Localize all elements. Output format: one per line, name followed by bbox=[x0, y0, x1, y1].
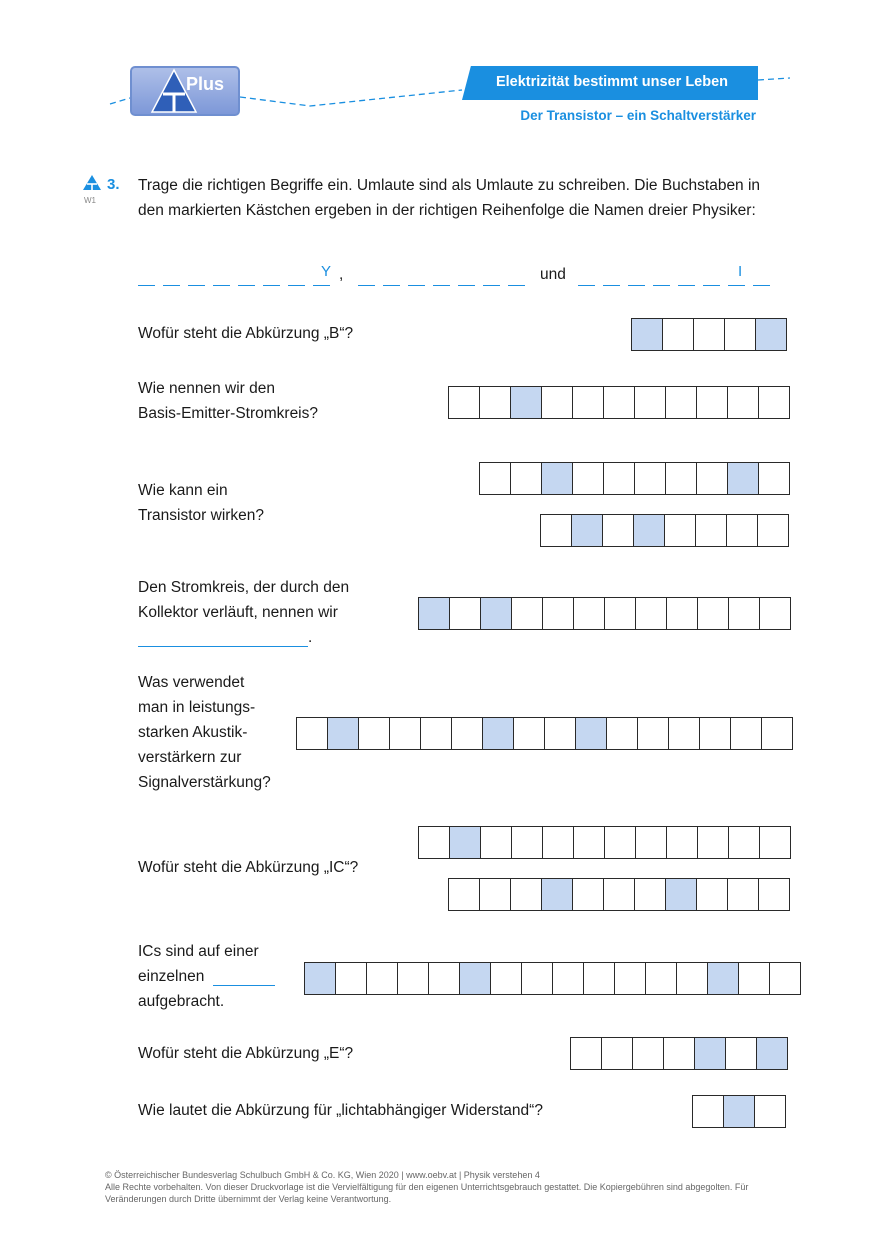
highlighted-letter-cell[interactable] bbox=[727, 462, 759, 495]
letter-cell[interactable] bbox=[540, 514, 572, 547]
letter-cell[interactable] bbox=[635, 826, 667, 859]
letter-cell[interactable] bbox=[479, 462, 511, 495]
copyright-footer bbox=[105, 1169, 785, 1205]
letter-cell[interactable] bbox=[366, 962, 398, 995]
highlighted-letter-cell[interactable] bbox=[480, 597, 512, 630]
letter-cell[interactable] bbox=[634, 462, 666, 495]
highlighted-letter-cell[interactable] bbox=[723, 1095, 755, 1128]
highlighted-letter-cell[interactable] bbox=[459, 962, 491, 995]
letter-dash bbox=[483, 285, 500, 286]
letter-cell[interactable] bbox=[665, 462, 697, 495]
letter-cell[interactable] bbox=[521, 962, 553, 995]
letter-cell[interactable] bbox=[418, 826, 450, 859]
letter-dash bbox=[238, 285, 255, 286]
hint-letter-i: I bbox=[738, 263, 743, 280]
fill-in-blank-4[interactable] bbox=[138, 646, 308, 647]
footer-line-1: © Österreichischer Bundesverlag Schulbuch GmbH & Co. KG, Wien 2020 | www.oebv.at | Physik verstehen 4 bbox=[105, 1170, 540, 1180]
letter-cell[interactable] bbox=[754, 1095, 786, 1128]
letter-cell[interactable] bbox=[676, 962, 708, 995]
letter-cell[interactable] bbox=[697, 826, 729, 859]
highlighted-letter-cell[interactable] bbox=[510, 386, 542, 419]
letter-dash bbox=[728, 285, 745, 286]
letter-cell[interactable] bbox=[510, 878, 542, 911]
task-instructions: Trage die richtigen Begriffe ein. Umlaute sind als Umlaute zu schreiben. Die Buchstaben in den markierten Kästchen ergeben in der richtigen Reihenfolge die Namen dreier Physiker: bbox=[138, 177, 761, 219]
letter-dash bbox=[753, 285, 770, 286]
letter-cell[interactable] bbox=[666, 826, 698, 859]
answer-grid-2[interactable] bbox=[449, 386, 790, 419]
hint-letter-y: Y bbox=[321, 263, 332, 280]
question-5-text: Was verwendet man in leistungs- starken Akustik- verstärkern zur Signalverstärkung? bbox=[138, 674, 271, 791]
answer-grid-4[interactable] bbox=[419, 597, 791, 630]
highlighted-letter-cell[interactable] bbox=[665, 878, 697, 911]
letter-cell[interactable] bbox=[728, 597, 760, 630]
letter-cell[interactable] bbox=[634, 386, 666, 419]
highlighted-letter-cell[interactable] bbox=[541, 462, 573, 495]
letter-cell[interactable] bbox=[603, 878, 635, 911]
highlighted-letter-cell[interactable] bbox=[707, 962, 739, 995]
letter-cell[interactable] bbox=[513, 717, 545, 750]
letter-cell[interactable] bbox=[759, 826, 791, 859]
letter-cell[interactable] bbox=[449, 597, 481, 630]
letter-cell[interactable] bbox=[358, 717, 390, 750]
letter-dash bbox=[458, 285, 475, 286]
letter-cell[interactable] bbox=[726, 514, 758, 547]
letter-cell[interactable] bbox=[389, 717, 421, 750]
letter-cell[interactable] bbox=[665, 386, 697, 419]
highlighted-letter-cell[interactable] bbox=[571, 514, 603, 547]
letter-cell[interactable] bbox=[480, 826, 512, 859]
letter-dash bbox=[163, 285, 180, 286]
question-7-text: ICs sind auf einer einzelnen aufgebracht. bbox=[138, 943, 259, 1010]
letter-cell[interactable] bbox=[296, 717, 328, 750]
letter-cell[interactable] bbox=[637, 717, 669, 750]
letter-cell[interactable] bbox=[699, 717, 731, 750]
letter-dash bbox=[188, 285, 205, 286]
letter-cell[interactable] bbox=[725, 1037, 757, 1070]
letter-cell[interactable] bbox=[693, 318, 725, 351]
letter-cell[interactable] bbox=[541, 386, 573, 419]
question-8-text: Wofür steht die Abkürzung „E“? bbox=[138, 1045, 354, 1062]
letter-cell[interactable] bbox=[632, 1037, 664, 1070]
letter-cell[interactable] bbox=[603, 386, 635, 419]
letter-cell[interactable] bbox=[724, 318, 756, 351]
letter-cell[interactable] bbox=[695, 514, 727, 547]
task-number: 3. bbox=[107, 176, 120, 193]
letter-dash bbox=[678, 285, 695, 286]
answer-grid-3a[interactable] bbox=[480, 462, 790, 495]
letter-dash bbox=[213, 285, 230, 286]
highlighted-letter-cell[interactable] bbox=[482, 717, 514, 750]
letter-cell[interactable] bbox=[572, 386, 604, 419]
question-1-text: Wofür steht die Abkürzung „B“? bbox=[138, 325, 354, 342]
letter-cell[interactable] bbox=[697, 597, 729, 630]
highlighted-letter-cell[interactable] bbox=[631, 318, 663, 351]
footer-line-2: Alle Rechte vorbehalten. Von dieser Druckvorlage ist die Vervielfältigung für den eigenen Unterrichtsgebrauch gestattet. Die Kopiergebühren sind abgegolten. Für bbox=[105, 1182, 749, 1192]
letter-cell[interactable] bbox=[645, 962, 677, 995]
letter-cell[interactable] bbox=[668, 717, 700, 750]
answer-grid-6b[interactable] bbox=[449, 878, 790, 911]
footer-line-3: Veränderungen durch Dritte übernimmt der Verlag keine Verantwortung. bbox=[105, 1194, 392, 1204]
letter-cell[interactable] bbox=[757, 514, 789, 547]
letter-cell[interactable] bbox=[479, 878, 511, 911]
letter-cell[interactable] bbox=[448, 878, 480, 911]
letter-cell[interactable] bbox=[601, 1037, 633, 1070]
level-triangle-icon bbox=[82, 174, 102, 191]
answer-grid-3b[interactable] bbox=[541, 514, 789, 547]
highlighted-letter-cell[interactable] bbox=[694, 1037, 726, 1070]
answer-grid-9[interactable] bbox=[693, 1095, 786, 1128]
answer-separator: , bbox=[339, 266, 344, 283]
letter-dash bbox=[288, 285, 305, 286]
logo-text: Plus bbox=[186, 74, 225, 94]
letter-cell[interactable] bbox=[479, 386, 511, 419]
highlighted-letter-cell[interactable] bbox=[304, 962, 336, 995]
level-tag: W1 bbox=[84, 196, 96, 205]
letter-cell[interactable] bbox=[448, 386, 480, 419]
letter-cell[interactable] bbox=[603, 462, 635, 495]
letter-cell[interactable] bbox=[510, 462, 542, 495]
letter-dash bbox=[383, 285, 400, 286]
highlighted-letter-cell[interactable] bbox=[755, 318, 787, 351]
letter-cell[interactable] bbox=[663, 1037, 695, 1070]
question-6-text: Wofür steht die Abkürzung „IC“? bbox=[138, 859, 359, 876]
letter-cell[interactable] bbox=[604, 826, 636, 859]
letter-cell[interactable] bbox=[335, 962, 367, 995]
letter-dash bbox=[703, 285, 720, 286]
letter-cell[interactable] bbox=[490, 962, 522, 995]
letter-cell[interactable] bbox=[420, 717, 452, 750]
answer-conjunction: und bbox=[540, 266, 566, 283]
letter-cell[interactable] bbox=[511, 826, 543, 859]
letter-cell[interactable] bbox=[583, 962, 615, 995]
letter-cell[interactable] bbox=[761, 717, 793, 750]
question-3-text: Wie kann ein Transistor wirken? bbox=[138, 482, 265, 524]
answer-grid-8[interactable] bbox=[571, 1037, 788, 1070]
question-9-text: Wie lautet die Abkürzung für „lichtabhängiger Widerstand“? bbox=[138, 1102, 543, 1119]
letter-dash bbox=[653, 285, 670, 286]
letter-dash bbox=[628, 285, 645, 286]
letter-cell[interactable] bbox=[758, 462, 790, 495]
letter-cell[interactable] bbox=[614, 962, 646, 995]
letter-cell[interactable] bbox=[544, 717, 576, 750]
letter-cell[interactable] bbox=[635, 597, 667, 630]
highlighted-letter-cell[interactable] bbox=[575, 717, 607, 750]
letter-cell[interactable] bbox=[727, 386, 759, 419]
letter-cell[interactable] bbox=[573, 597, 605, 630]
letter-cell[interactable] bbox=[728, 826, 760, 859]
letter-dash bbox=[408, 285, 425, 286]
letter-cell[interactable] bbox=[759, 597, 791, 630]
letter-cell[interactable] bbox=[696, 386, 728, 419]
letter-cell[interactable] bbox=[428, 962, 460, 995]
highlighted-letter-cell[interactable] bbox=[449, 826, 481, 859]
letter-cell[interactable] bbox=[542, 597, 574, 630]
letter-cell[interactable] bbox=[696, 878, 728, 911]
question-4-text: Den Stromkreis, der durch den Kollektor verläuft, nennen wir . bbox=[138, 579, 350, 646]
highlighted-letter-cell[interactable] bbox=[541, 878, 573, 911]
highlighted-letter-cell[interactable] bbox=[418, 597, 450, 630]
letter-cell[interactable] bbox=[666, 597, 698, 630]
letter-cell[interactable] bbox=[602, 514, 634, 547]
letter-cell[interactable] bbox=[511, 597, 543, 630]
letter-cell[interactable] bbox=[769, 962, 801, 995]
letter-cell[interactable] bbox=[738, 962, 770, 995]
letter-cell[interactable] bbox=[634, 878, 666, 911]
letter-cell[interactable] bbox=[664, 514, 696, 547]
letter-cell[interactable] bbox=[662, 318, 694, 351]
letter-dash bbox=[263, 285, 280, 286]
letter-cell[interactable] bbox=[572, 462, 604, 495]
letter-dash bbox=[578, 285, 595, 286]
letter-dash bbox=[433, 285, 450, 286]
subchapter-title: Der Transistor – ein Schaltverstärker bbox=[520, 108, 756, 123]
letter-dash bbox=[138, 285, 155, 286]
letter-cell[interactable] bbox=[572, 878, 604, 911]
letter-cell[interactable] bbox=[696, 462, 728, 495]
letter-cell[interactable] bbox=[758, 386, 790, 419]
answer-grid-5[interactable] bbox=[297, 717, 793, 750]
letter-cell[interactable] bbox=[758, 878, 790, 911]
letter-cell[interactable] bbox=[730, 717, 762, 750]
highlighted-letter-cell[interactable] bbox=[327, 717, 359, 750]
letter-cell[interactable] bbox=[451, 717, 483, 750]
letter-dash bbox=[508, 285, 525, 286]
letter-cell[interactable] bbox=[397, 962, 429, 995]
letter-cell[interactable] bbox=[692, 1095, 724, 1128]
highlighted-letter-cell[interactable] bbox=[756, 1037, 788, 1070]
question-2-text: Wie nennen wir den Basis-Emitter-Stromkreis? bbox=[138, 380, 318, 422]
answer-grid-7[interactable] bbox=[305, 962, 801, 995]
chapter-title: Elektrizität bestimmt unser Leben bbox=[495, 74, 729, 90]
letter-cell[interactable] bbox=[606, 717, 638, 750]
letter-dash bbox=[603, 285, 620, 286]
letter-cell[interactable] bbox=[542, 826, 574, 859]
answer-grid-1[interactable] bbox=[632, 318, 787, 351]
highlighted-letter-cell[interactable] bbox=[633, 514, 665, 547]
letter-dash bbox=[313, 285, 330, 286]
answer-grid-6a[interactable] bbox=[419, 826, 791, 859]
letter-cell[interactable] bbox=[727, 878, 759, 911]
letter-cell[interactable] bbox=[552, 962, 584, 995]
fill-in-blank-7[interactable] bbox=[213, 985, 275, 986]
letter-cell[interactable] bbox=[573, 826, 605, 859]
letter-cell[interactable] bbox=[570, 1037, 602, 1070]
letter-dash bbox=[358, 285, 375, 286]
letter-cell[interactable] bbox=[604, 597, 636, 630]
